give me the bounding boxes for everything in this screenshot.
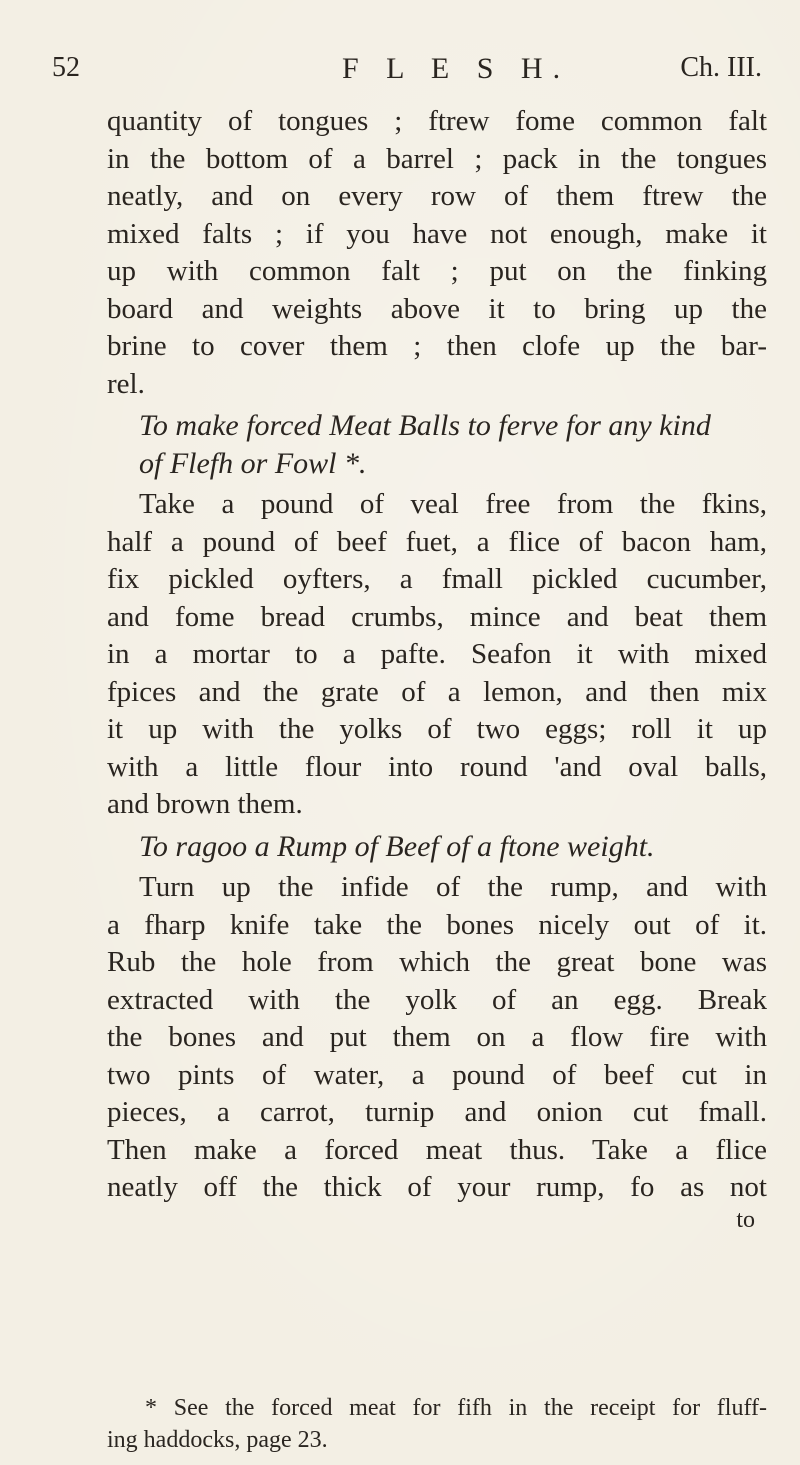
recipe-title: To make forced Meat Balls to ferve for any kind xyxy=(139,409,711,442)
main-text xyxy=(107,103,767,1233)
text-line: in the bottom of a barrel ; pack in the tongues xyxy=(107,142,767,175)
recipe-line: fix pickled oyfters, a fmall pickled cucumber, xyxy=(107,563,767,595)
text-line: neatly, and on every row of them ftrew the xyxy=(107,180,767,212)
recipe-title-continued: of Flefh or Fowl *. xyxy=(139,446,367,480)
text-line: up with common falt ; put on the finking xyxy=(107,255,767,287)
recipe-line: neatly off the thick of your rump, fo as not xyxy=(107,1171,767,1203)
recipe-title: To ragoo a Rump of Beef of a ftone weight. xyxy=(139,829,655,863)
footnote-line: * See the forced meat for fifh in the receipt for fluff- xyxy=(145,1395,767,1421)
text-line: rel. xyxy=(107,367,145,400)
recipe-line: with a little flour into round 'and oval balls, xyxy=(107,750,767,783)
recipe-line: Turn up the infide of the rump, and with xyxy=(139,871,767,903)
recipe-line: half a pound of beef fuet, a flice of bacon ham, xyxy=(107,525,767,558)
page-header xyxy=(52,52,762,92)
page-number: 52 xyxy=(52,52,80,83)
recipe-line: and brown them. xyxy=(107,788,303,820)
chapter-label: Ch. III. xyxy=(680,52,762,83)
running-head: F L E S H. xyxy=(342,52,571,85)
text-line: board and weights above it to bring up the xyxy=(107,292,767,325)
recipe-line: Take a pound of veal free from the fkins, xyxy=(139,488,767,520)
recipe-line: and fome bread crumbs, mince and beat them xyxy=(107,600,767,633)
footnote-line: ing haddocks, page 23. xyxy=(107,1427,328,1453)
recipe-line: a fharp knife take the bones nicely out of it. xyxy=(107,908,767,941)
text-line: quantity of tongues ; ftrew fome common falt xyxy=(107,105,767,137)
catchword: to xyxy=(736,1206,755,1233)
recipe-line: in a mortar to a pafte. Seafon it with mixed xyxy=(107,638,767,670)
recipe-line: extracted with the yolk of an egg. Break xyxy=(107,983,767,1016)
footnote xyxy=(107,1392,767,1456)
recipe-line: pieces, a carrot, turnip and onion cut fmall. xyxy=(107,1096,767,1128)
recipe-line: the bones and put them on a flow fire with xyxy=(107,1021,767,1053)
text-line: brine to cover them ; then clofe up the bar- xyxy=(107,330,767,362)
recipe-line: fpices and the grate of a lemon, and then mix xyxy=(107,675,767,708)
recipe-line: Rub the hole from which the great bone was xyxy=(107,946,767,978)
recipe-line: two pints of water, a pound of beef cut in xyxy=(107,1058,767,1091)
text-line: mixed falts ; if you have not enough, make it xyxy=(107,217,767,250)
recipe-line: Then make a forced meat thus. Take a flice xyxy=(107,1133,767,1166)
recipe-line: it up with the yolks of two eggs; roll it up xyxy=(107,713,767,745)
